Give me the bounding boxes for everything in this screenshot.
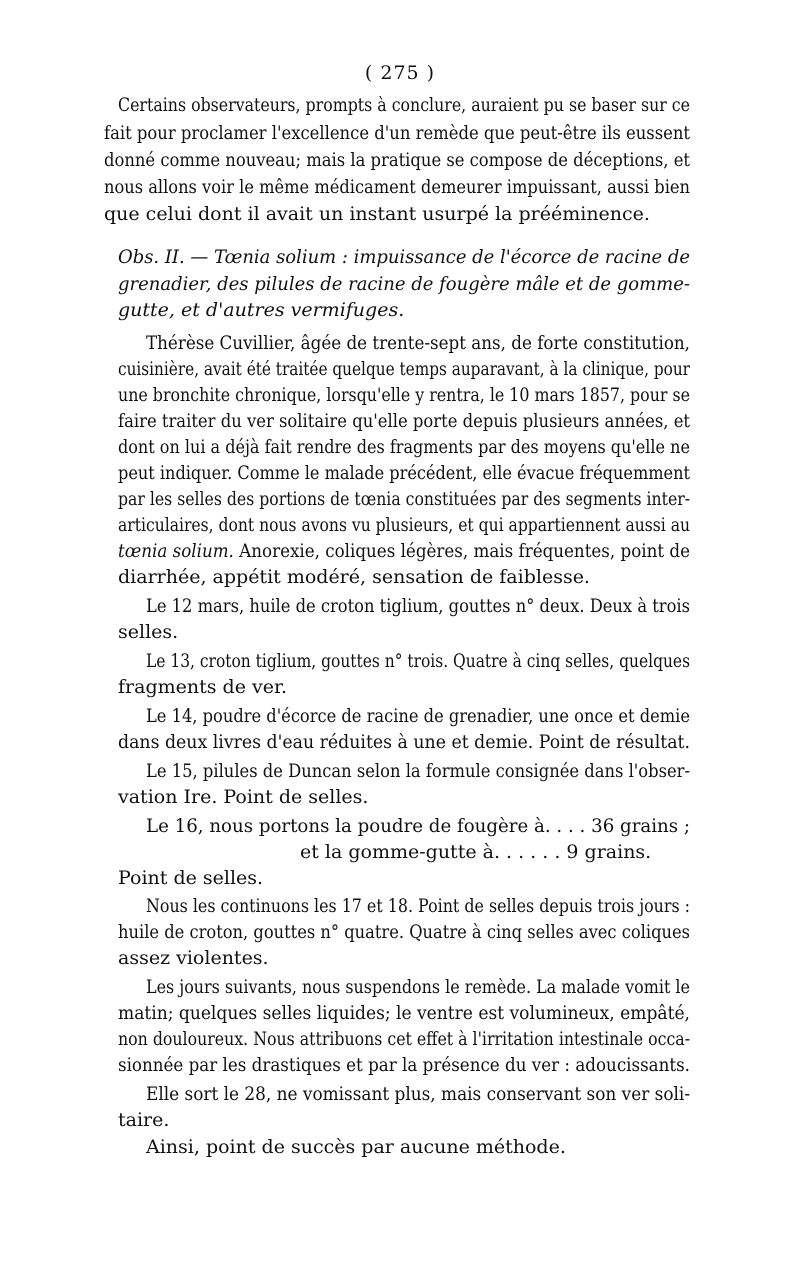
text-line: peut indiquer. Comme le malade précédent, elle évacue fréquemment (118, 462, 690, 484)
text-line: Le 14, poudre d'écorce de racine de grenadier, une once et demie (146, 705, 690, 727)
page-number: ( 275 ) (364, 62, 436, 84)
text-line: faire traiter du ver solitaire qu'elle porte depuis plusieurs années, et (118, 410, 691, 432)
text-line: par les selles des portions de tœnia constituées par des segments inter- (118, 488, 691, 510)
text-line: fait pour proclamer l'excellence d'un remède que peut-être ils eussent (104, 122, 691, 144)
text-line: vation Ire. Point de selles. (118, 786, 369, 808)
dosage-line: et la gomme-gutte à. . . . . . 9 grains. (300, 841, 652, 863)
text-line: articulaires, dont nous avons vu plusieurs, et qui appartiennent aussi au (118, 514, 691, 536)
text-line: donné comme nouveau; mais la pratique se compose de déceptions, et (104, 149, 690, 171)
text-line: nous allons voir le même médicament demeurer impuissant, aussi bien (104, 176, 690, 198)
text-line: diarrhée, appétit modéré, sensation de faiblesse. (118, 566, 590, 588)
text-line: Les jours suivants, nous suspendons le remède. La malade vomit le (146, 976, 690, 998)
text-line: Le 15, pilules de Duncan selon la formule consignée dans l'obser- (146, 760, 690, 782)
dosage-line: Le 16, nous portons la poudre de fougère à. . . . 36 grains ; (146, 815, 691, 837)
text-line: cuisinière, avait été traitée quelque temps auparavant, à la clinique, pour (118, 358, 690, 380)
text-line: selles. (118, 621, 179, 643)
text-line: Le 12 mars, huile de croton tiglium, gouttes n° deux. Deux à trois (146, 595, 690, 617)
latin-term: tœnia solium. (118, 540, 234, 562)
text-line: Elle sort le 28, ne vomissant plus, mais conservant son ver soli- (146, 1083, 691, 1105)
heading-line: grenadier, des pilules de racine de fougère mâle et de gomme- (118, 273, 690, 295)
heading-line: gutte, et d'autres vermifuges. (118, 299, 405, 321)
text-line: huile de croton, gouttes n° quatre. Quatre à cinq selles avec coliques (118, 921, 691, 943)
text-line: fragments de ver. (118, 676, 287, 698)
text-line: Thérèse Cuvillier, âgée de trente-sept ans, de forte constitution, (146, 332, 691, 354)
text-line: que celui dont il avait un instant usurpé la prééminence. (104, 203, 650, 225)
text-line: Nous les continuons les 17 et 18. Point de selles depuis trois jours : (146, 895, 691, 917)
text-fragment: Anorexie, coliques légères, mais fréquentes, point de (233, 540, 690, 562)
text-line (118, 538, 690, 564)
text-line: matin; quelques selles liquides; le ventre est volumineux, empâté, (118, 1002, 690, 1024)
text-line: une bronchite chronique, lorsqu'elle y rentra, le 10 mars 1857, pour se (118, 384, 691, 406)
text-line: Le 13, croton tiglium, gouttes n° trois. Quatre à cinq selles, quelques (146, 650, 691, 672)
text-line: taire. (118, 1109, 170, 1131)
text-line: Certains observateurs, prompts à conclure, auraient pu se baser sur ce (118, 94, 691, 116)
conclusion: Ainsi, point de succès par aucune méthode. (146, 1136, 566, 1158)
text-line: Point de selles. (118, 867, 264, 889)
heading-line: Obs. II. — Tœnia solium : impuissance de l'écorce de racine de (118, 246, 690, 268)
text-line: dans deux livres d'eau réduites à une et demie. Point de résultat. (118, 731, 691, 753)
text-line: dont on lui a déjà fait rendre des fragments par des moyens qu'elle ne (118, 436, 690, 458)
text-line: non douloureux. Nous attribuons cet effet à l'irritation intestinale occa- (118, 1028, 691, 1050)
text-line: sionnée par les drastiques et par la présence du ver : adoucissants. (118, 1054, 690, 1076)
text-line: assez violentes. (118, 947, 269, 969)
